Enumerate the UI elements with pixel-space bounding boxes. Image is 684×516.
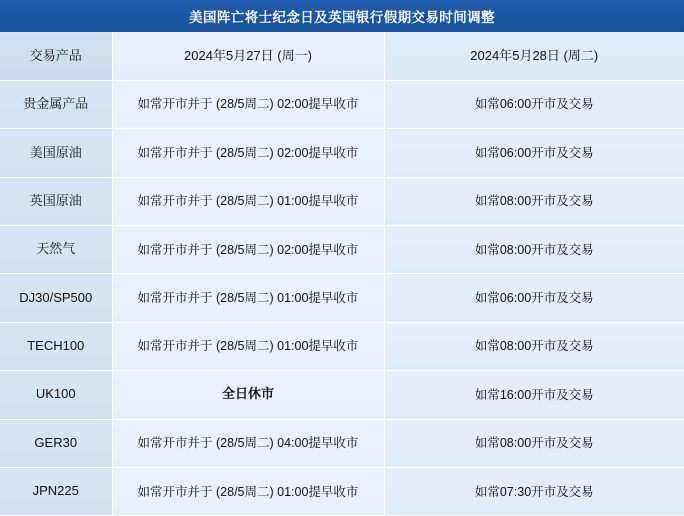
cell-day1: 如常开市并于 (28/5周二) 02:00提早收市 <box>112 80 384 128</box>
cell-product: DJ30/SP500 <box>0 274 112 322</box>
cell-day1: 全日休市 <box>112 371 384 419</box>
page-title: 美国阵亡将士纪念日及英国银行假期交易时间调整 <box>189 10 495 25</box>
table-row <box>0 274 684 322</box>
cell-product: 美国原油 <box>0 129 112 177</box>
cell-day1: 如常开市并于 (28/5周二) 04:00提早收市 <box>112 419 384 467</box>
cell-product: 英国原油 <box>0 177 112 225</box>
cell-day1: 如常开市并于 (28/5周二) 01:00提早收市 <box>112 177 384 225</box>
cell-day2: 如常16:00开市及交易 <box>384 371 684 419</box>
cell-product: 贵金属产品 <box>0 80 112 128</box>
cell-day1: 如常开市并于 (28/5周二) 01:00提早收市 <box>112 322 384 370</box>
column-header-product: 交易产品 <box>0 32 112 80</box>
table-row <box>0 468 684 516</box>
table-row <box>0 177 684 225</box>
table-row <box>0 371 684 419</box>
cell-day1: 如常开市并于 (28/5周二) 02:00提早收市 <box>112 129 384 177</box>
cell-day1: 如常开市并于 (28/5周二) 01:00提早收市 <box>112 274 384 322</box>
cell-day2: 如常08:00开市及交易 <box>384 322 684 370</box>
cell-product: TECH100 <box>0 322 112 370</box>
table-row <box>0 419 684 467</box>
trading-hours-table <box>0 32 684 516</box>
cell-day2: 如常06:00开市及交易 <box>384 80 684 128</box>
cell-day2: 如常07:30开市及交易 <box>384 468 684 516</box>
table-row <box>0 226 684 274</box>
cell-product: 天然气 <box>0 226 112 274</box>
table-header-row <box>0 32 684 80</box>
notice-title-bar <box>0 0 684 32</box>
cell-day2: 如常08:00开市及交易 <box>384 226 684 274</box>
cell-day2: 如常08:00开市及交易 <box>384 419 684 467</box>
table-body <box>0 32 684 516</box>
cell-product: UK100 <box>0 371 112 419</box>
table-row <box>0 80 684 128</box>
table-row <box>0 129 684 177</box>
table-row <box>0 322 684 370</box>
column-header-day1: 2024年5月27日 (周一) <box>112 32 384 80</box>
cell-day1: 如常开市并于 (28/5周二) 02:00提早收市 <box>112 226 384 274</box>
column-header-day2: 2024年5月28日 (周二) <box>384 32 684 80</box>
cell-day2: 如常06:00开市及交易 <box>384 129 684 177</box>
cell-day1: 如常开市并于 (28/5周二) 01:00提早收市 <box>112 468 384 516</box>
cell-day2: 如常08:00开市及交易 <box>384 177 684 225</box>
cell-product: GER30 <box>0 419 112 467</box>
cell-product: JPN225 <box>0 468 112 516</box>
cell-day2: 如常06:00开市及交易 <box>384 274 684 322</box>
